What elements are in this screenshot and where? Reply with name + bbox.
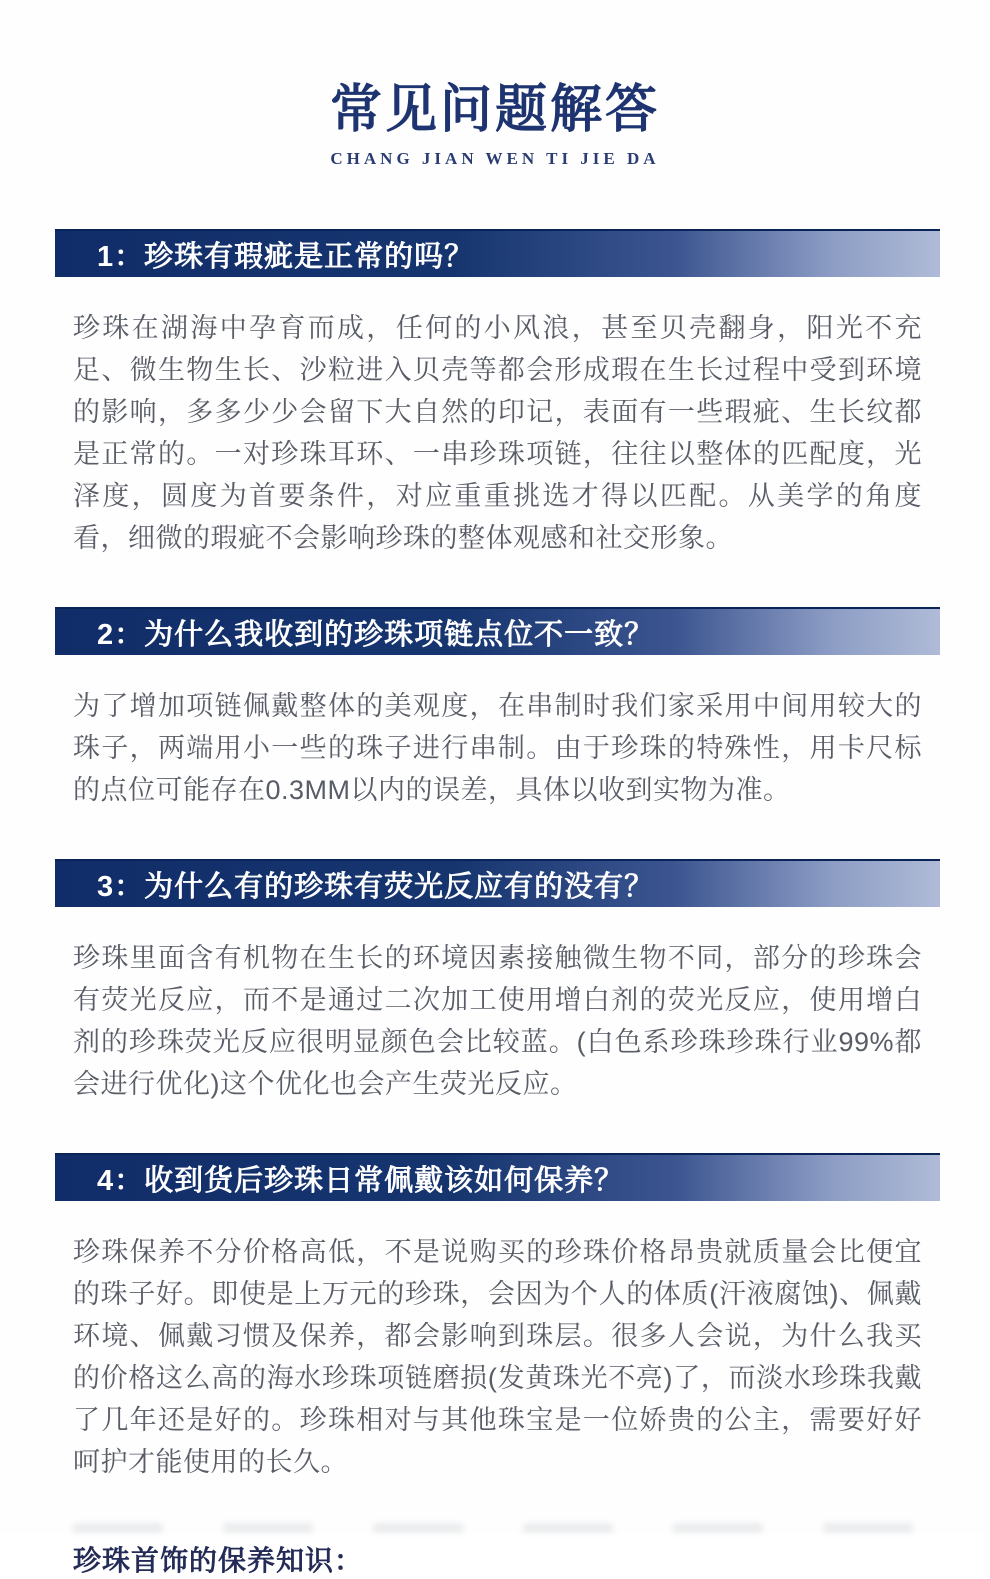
care-knowledge-heading: 珍珠首饰的保养知识： <box>73 1545 364 1577</box>
page-header <box>0 0 990 169</box>
question-bar-2 <box>55 607 940 655</box>
faq-section-4 <box>0 1153 990 1483</box>
question-3-label: 3：为什么有的珍珠有荧光反应有的没有？ <box>97 870 655 903</box>
faq-list <box>0 229 990 1483</box>
answer-4-text: 珍珠保养不分价格高低，不是说购买的珍珠价格昂贵就质量会比便宜的珠子好。即使是上万元的珍珠，会因为个人的体质(汗液腐蚀)、佩戴环境、佩戴习惯及保养，都会影响到珠层。很多人会说，为什么我买的价格这么高的海水珍珠项链磨损(发黄珠光不亮)了，而淡水珍珠我戴了几年还是好的。珍珠相对与其他珠宝是一位娇贵的公主，需要好好呵护才能使用的长久。 <box>73 1237 922 1478</box>
answer-1-text: 珍珠在湖海中孕育而成，任何的小风浪，甚至贝壳翻身，阳光不充足、微生物生长、沙粒进入贝壳等都会形成瑕在生长过程中受到环境的影响，多多少少会留下大自然的印记，表面有一些瑕疵、生长纹都是正常的。一对珍珠耳环、一串珍珠项链，往往以整体的匹配度，光泽度，圆度为首要条件，对应重重挑选才得以匹配。从美学的角度看，细微的瑕疵不会影响珍珠的整体观感和社交形象。 <box>73 313 922 554</box>
faq-section-1 <box>0 229 990 559</box>
question-4-label: 4：收到货后珍珠日常佩戴该如何保养？ <box>97 1164 625 1197</box>
question-bar-4 <box>55 1153 940 1201</box>
cutoff-next-line-decoration <box>73 1523 922 1533</box>
page-subtitle: CHANG JIAN WEN TI JIE DA <box>330 149 660 169</box>
faq-section-3 <box>0 859 990 1105</box>
page-title: 常见问题解答 <box>329 82 660 139</box>
answer-3-text: 珍珠里面含有机物在生长的环境因素接触微生物不同，部分的珍珠会有荧光反应，而不是通过二次加工使用增白剂的荧光反应，使用增白剂的珍珠荧光反应很明显颜色会比较蓝。(白色系珍珠珍珠行业99%都会进行优化)这个优化也会产生荧光反应。 <box>73 943 922 1100</box>
question-bar-1 <box>55 229 940 277</box>
question-1-label: 1：珍珠有瑕疵是正常的吗？ <box>97 240 475 273</box>
answer-2-text: 为了增加项链佩戴整体的美观度，在串制时我们家采用中间用较大的珠子，两端用小一些的珠子进行串制。由于珍珠的特殊性，用卡尺标的点位可能存在0.3MM以内的误差，具体以收到实物为准。 <box>73 691 922 806</box>
faq-section-2 <box>0 607 990 811</box>
question-2-label: 2：为什么我收到的珍珠项链点位不一致？ <box>97 618 655 651</box>
question-bar-3 <box>55 859 940 907</box>
